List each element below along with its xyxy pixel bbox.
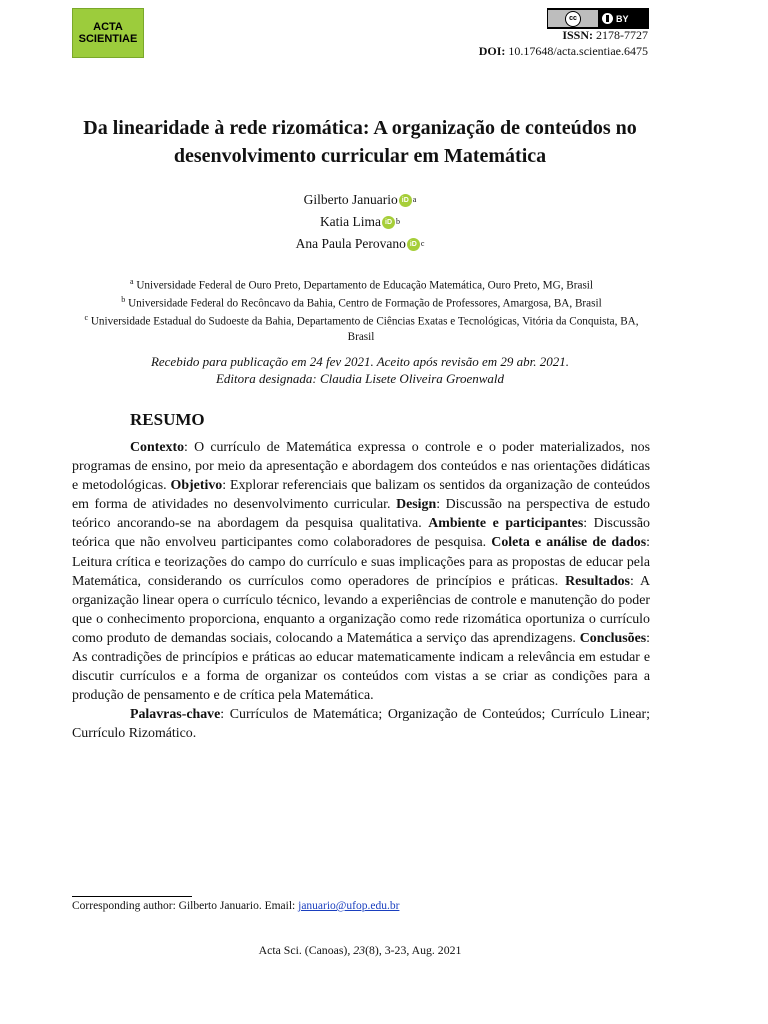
author-affil-mark: b: [396, 217, 401, 226]
author-2: [0, 211, 720, 233]
affiliations: [72, 275, 650, 344]
journal-logo: [72, 8, 144, 58]
attribution-icon: [602, 13, 613, 24]
author-name: Ana Paula Perovano: [295, 236, 406, 251]
issn: ISSN: 2178-7727: [562, 28, 648, 42]
author-list: [0, 189, 720, 255]
received-dates: Recebido para publicação em 24 fev 2021. Aceito após revisão em 29 abr. 2021.: [150, 354, 570, 369]
cc-icon: cc: [565, 11, 581, 27]
article-title: Da linearidade à rede rizomática: A organização de conteúdos no desenvolvimento curricular em Matemática: [83, 117, 637, 167]
received-info: [60, 353, 660, 387]
abstract-body: [72, 438, 650, 744]
affiliation-b: $^b$ Universidade Federal do Recôncavo da Bahia, Centro de Formação de Professores, Amargosa, BA, Brasil: [121, 295, 602, 310]
orcid-icon[interactable]: iD: [382, 216, 395, 229]
author-name: Katia Lima: [319, 214, 382, 229]
author-email-link[interactable]: januario@ufop.edu.br: [298, 900, 400, 912]
author-affil-mark: a: [412, 195, 417, 204]
logo-line2: SCIENTIAE: [78, 33, 138, 45]
author-3: [0, 233, 720, 255]
assigned-editor: Editora designada: Claudia Lisete Oliveira Groenwald: [215, 371, 505, 386]
keywords: Palavras-chave: Currículos de Matemática; Organização de Conteúdos; Currículo Linear; Currículo Rizomático.: [72, 707, 650, 742]
corresponding-author-footnote: Corresponding author: Gilberto Januario. Email: januario@ufop.edu.br: [72, 900, 400, 912]
license-by-label: BY: [616, 13, 629, 24]
page-footer-citation: Acta Sci. (Canoas), 23(8), 3-23, Aug. 2021: [258, 943, 462, 957]
doi: DOI: 10.17648/acta.scientiae.6475: [478, 44, 648, 58]
orcid-icon[interactable]: iD: [399, 194, 412, 207]
author-affil-mark: c: [420, 239, 425, 248]
affiliation-c: $^c$ Universidade Estadual do Sudoeste da Bahia, Departamento de Ciências Exatas e Tecnológicas, Vitória da Conquista, BA, Brasil: [84, 313, 639, 343]
abstract-paragraph: Contexto: O currículo de Matemática expressa o controle e o poder materializados, nos programas de ensino, por meio da apresentação e abordagem dos conteúdos e nas orientações didáticas e metodológicas. Objetivo: Explorar referenciais que balizam os sentidos da organização de conteúdos em forma de atividades no desenvolvimento curricular. Design: Discussão na perspectiva de estudo teórico ancorando-se na abordagem da pesquisa qualitativa. Ambiente e participantes: Discussão teórica que não envolveu participantes como colaboradores de pesquisa. Coleta e análise de dados: Leitura crítica e teorizações do campo do currículo e suas implicações para as propostas de educar pela Matemática, considerando os currículos como operadores de princípios e práticas. Resultados: A organização linear opera o currículo técnico, levando a experiências de controle e manutenção do poder que o conhecimento proporciona, enquanto a organização como rede rizomática oportuniza o currículo como produto de demandas sociais, colocando a Matemática a serviço das aprendizagens. Conclusões: As contradições de princípios e práticas ao educar matematicamente indicam a relevância em estudar e discutir currículos e a forma de organizar os conteúdos com vistas a se criar as condições para a produção de pensamento e de crítica pela Matemática.: [72, 440, 650, 704]
footnote-divider: [72, 896, 192, 897]
cc-by-license-badge[interactable]: [547, 8, 649, 29]
author-name: Gilberto Januario: [303, 192, 398, 207]
orcid-icon[interactable]: iD: [407, 238, 420, 251]
author-1: [0, 189, 720, 211]
affiliation-a: $^a$ Universidade Federal de Ouro Preto, Departamento de Educação Matemática, Ouro Preto, MG, Brasil: [129, 277, 594, 292]
logo-line1: ACTA: [93, 21, 123, 33]
abstract-heading: RESUMO: [130, 410, 205, 429]
